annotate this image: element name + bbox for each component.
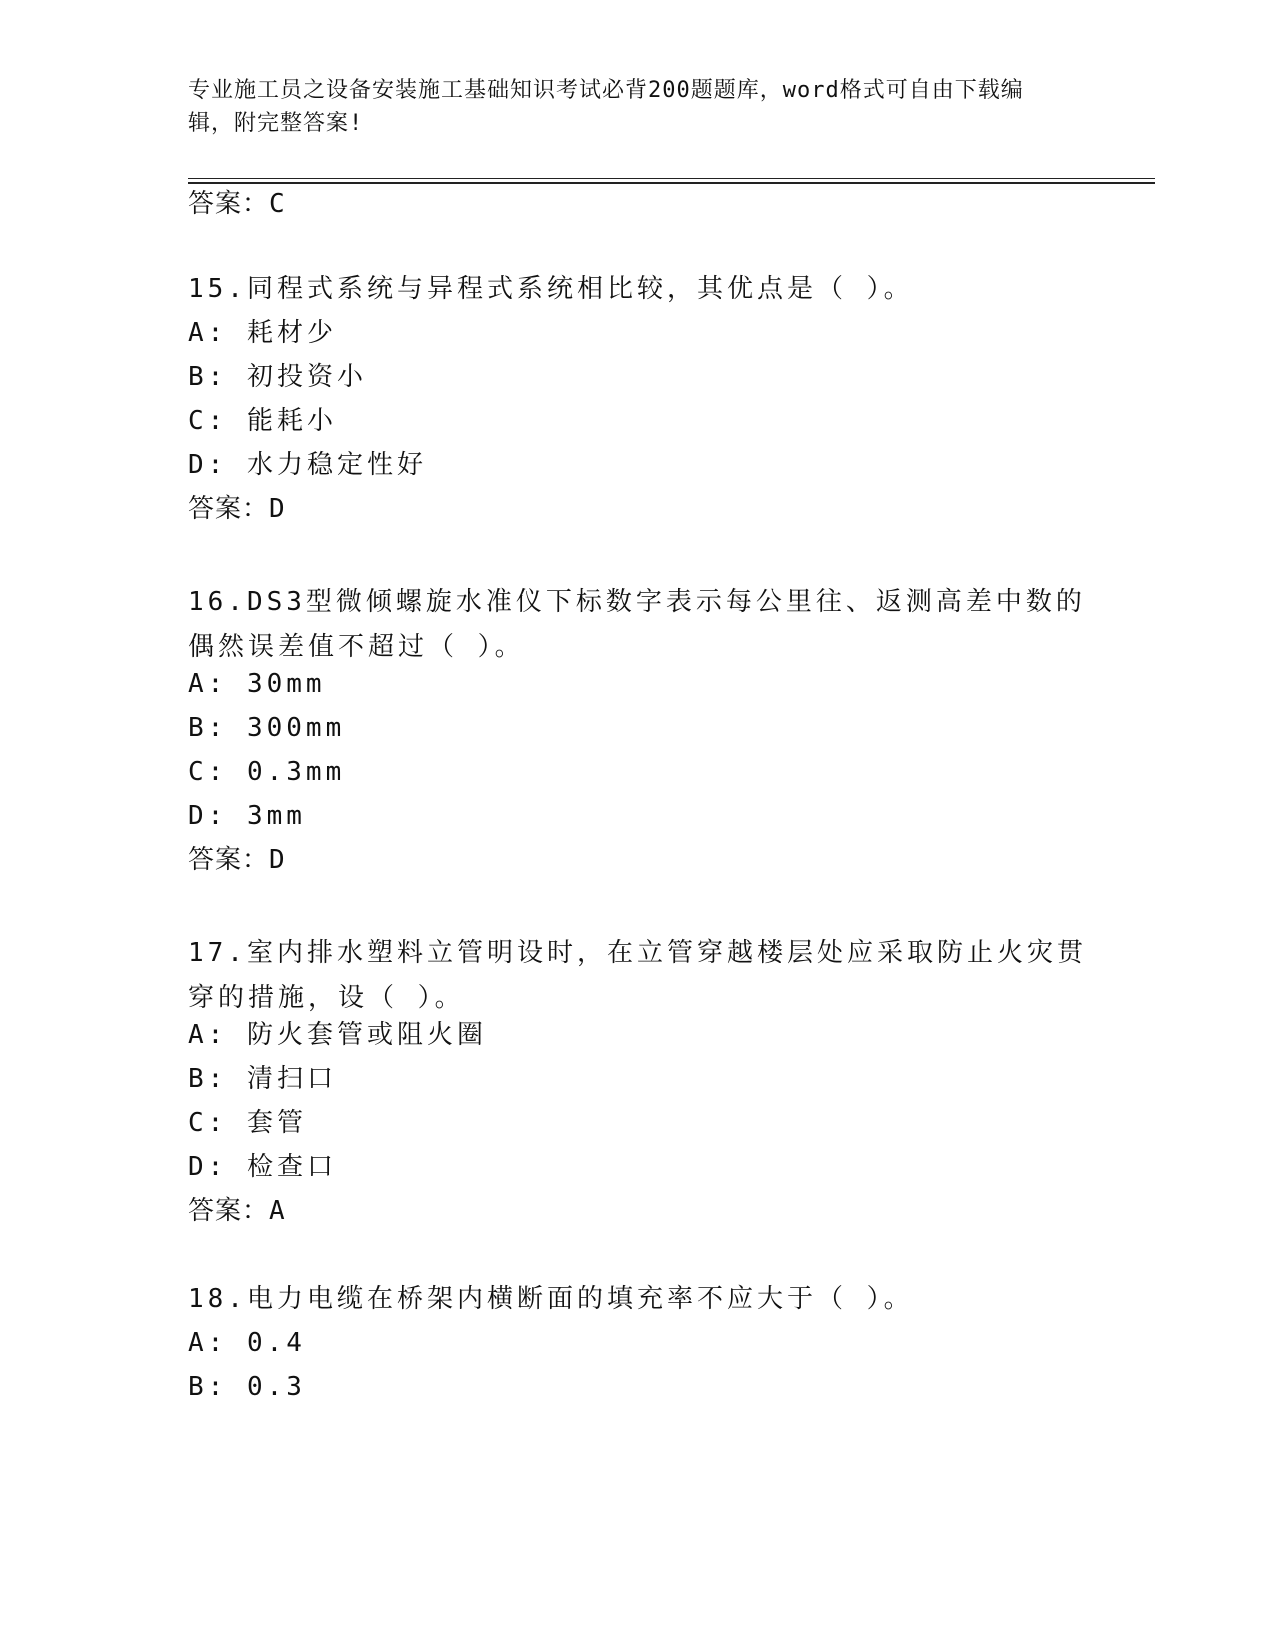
option-c: C: 套管 <box>188 1108 307 1138</box>
answer-line: 答案：D <box>188 494 286 524</box>
option-b: B: 0.3 <box>188 1372 306 1402</box>
option-b: B: 清扫口 <box>188 1064 337 1094</box>
option-d: D: 水力稳定性好 <box>188 450 427 480</box>
option-c: C: 能耗小 <box>188 406 337 436</box>
question-stem: 18.电力电缆在桥架内横断面的填充率不应大于（ ）。 <box>188 1284 914 1314</box>
option-d: D: 3mm <box>188 801 306 831</box>
answer-line: 答案：D <box>188 845 286 875</box>
option-b: B: 300mm <box>188 713 346 743</box>
option-c: C: 0.3mm <box>188 757 346 787</box>
option-d: D: 检查口 <box>188 1152 337 1182</box>
option-b: B: 初投资小 <box>188 362 367 392</box>
header-rule-thick <box>188 182 1155 184</box>
option-a: A: 0.4 <box>188 1328 306 1358</box>
question-stem: 15.同程式系统与异程式系统相比较，其优点是（ ）。 <box>188 274 914 304</box>
option-a: A: 防火套管或阻火圈 <box>188 1020 487 1050</box>
question-stem: 17.室内排水塑料立管明设时，在立管穿越楼层处应采取防止火灾贯穿的措施，设（ ）。 <box>188 938 1087 1013</box>
option-a: A: 耗材少 <box>188 318 337 348</box>
answer-line: 答案：A <box>188 1196 286 1226</box>
document-header: 专业施工员之设备安装施工基础知识考试必背200题题库，word格式可自由下载编辑，附完整答案! <box>188 78 1024 136</box>
question-stem: 16.DS3型微倾螺旋水准仪下标数字表示每公里往、返测高差中数的偶然误差值不超过（ ）。 <box>188 587 1086 662</box>
header-rule-thin <box>188 178 1155 179</box>
option-a: A: 30mm <box>188 669 326 699</box>
answer-line: 答案：C <box>188 189 286 219</box>
